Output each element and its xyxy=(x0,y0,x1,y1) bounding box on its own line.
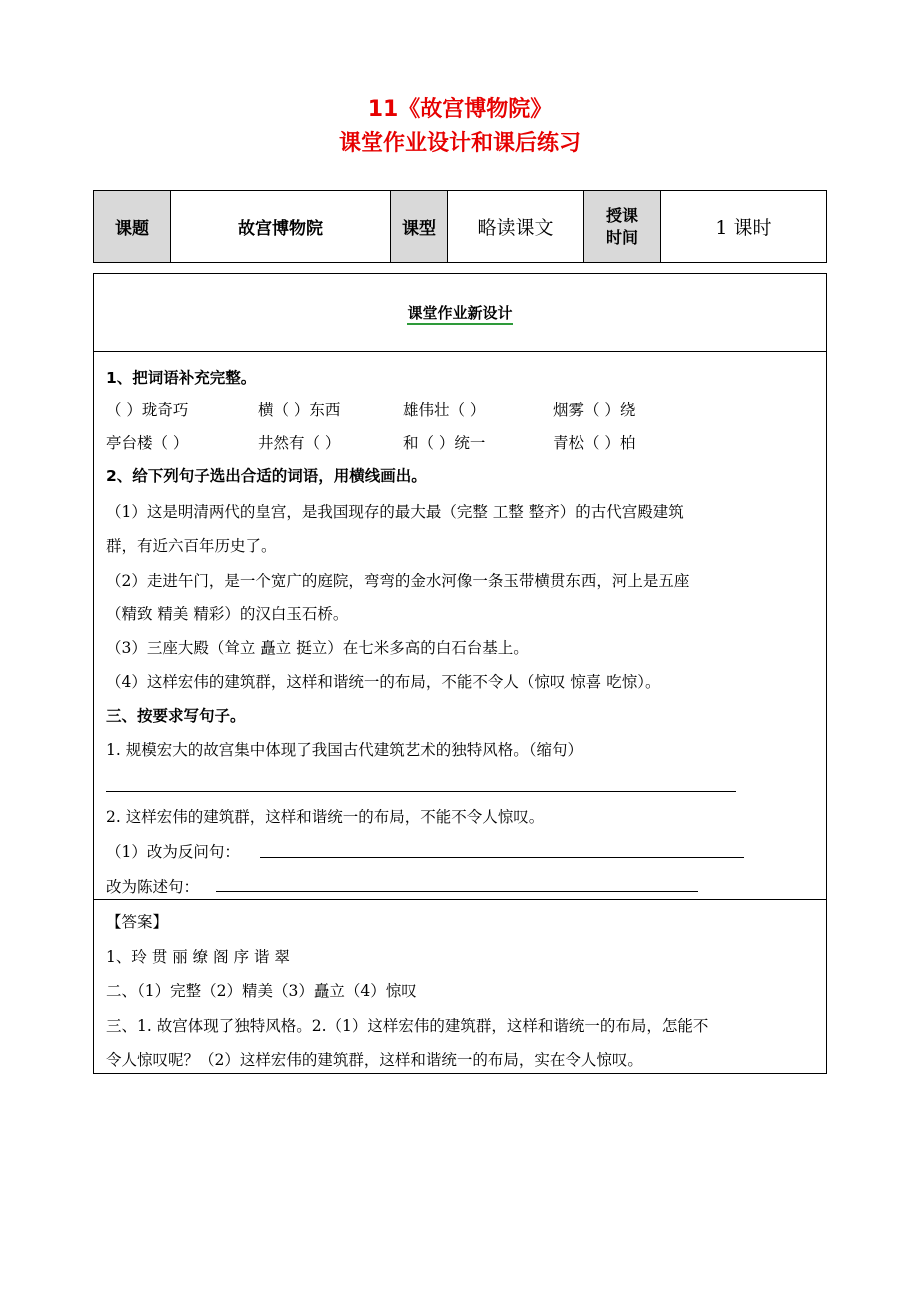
q3-line4: 改为陈述句： xyxy=(106,878,200,896)
q1-heading: 1、把词语补充完整。 xyxy=(106,369,257,387)
q3-heading: 三、按要求写句子。 xyxy=(106,707,246,725)
answer-line2: 二、（1）完整（2）精美（3）矗立（4）惊叹 xyxy=(106,982,417,1000)
blank-item: （ ）珑奇巧 xyxy=(106,401,189,419)
q2-line: （2）走进午门，是一个宽广的庭院，弯弯的金水河像一条玉带横贯东西，河上是五座 xyxy=(106,572,690,590)
lesson-info-table xyxy=(93,190,827,263)
answer-line1: 1、玲 贯 丽 缭 阁 序 谐 翠 xyxy=(106,948,290,966)
answer-line3: 三、1. 故宫体现了独特风格。2.（1）这样宏伟的建筑群，这样和谐统一的布局，怎能不 xyxy=(106,1017,709,1035)
time-value: 1 课时 xyxy=(661,191,826,262)
section-title: 课堂作业新设计 xyxy=(94,302,826,323)
topic-label: 课题 xyxy=(94,191,171,262)
blank-item: 烟雾（ ）绕 xyxy=(553,401,636,419)
time-label-line2: 时间 xyxy=(605,227,638,247)
blank-item: 青松（ ）柏 xyxy=(553,434,636,452)
doc-title-line2: 课堂作业设计和课后练习 xyxy=(338,131,581,156)
q1-row1 xyxy=(106,398,635,420)
answer-line xyxy=(260,857,744,858)
blank-item: 亭台楼（ ） xyxy=(106,434,189,452)
q2-line: 群，有近六百年历史了。 xyxy=(106,537,277,555)
q3-line1: 1. 规模宏大的故宫集中体现了我国古代建筑艺术的独特风格。（缩句） xyxy=(106,741,583,759)
answer-line xyxy=(106,791,736,792)
topic-value: 故宫博物院 xyxy=(171,191,391,262)
type-value: 略读课文 xyxy=(448,191,584,262)
divider xyxy=(94,899,826,900)
time-label-line1: 授课 xyxy=(605,205,638,225)
q1-row2 xyxy=(106,431,635,453)
q2-heading: 2、给下列句子选出合适的词语，用横线画出。 xyxy=(106,467,427,485)
divider xyxy=(94,351,826,352)
exercise-box xyxy=(93,273,827,1074)
answer-line xyxy=(216,891,698,892)
q2-line: （4）这样宏伟的建筑群，这样和谐统一的布局，不能不令人（惊叹 惊喜 吃惊）。 xyxy=(106,673,661,691)
q2-line: （精致 精美 精彩）的汉白玉石桥。 xyxy=(106,605,349,623)
type-label: 课型 xyxy=(391,191,448,262)
answer-heading: 【答案】 xyxy=(106,913,169,931)
q3-line2: 2. 这样宏伟的建筑群，这样和谐统一的布局，不能不令人惊叹。 xyxy=(106,808,545,826)
doc-title-line1: 11《故宫博物院》 xyxy=(367,97,553,122)
q2-line: （3）三座大殿（耸立 矗立 挺立）在七米多高的白石台基上。 xyxy=(106,639,529,657)
blank-item: 和（ ）统一 xyxy=(403,434,486,452)
q3-line3: （1）改为反问句： xyxy=(106,843,240,861)
blank-item: 井然有（ ） xyxy=(258,434,341,452)
blank-item: 横（ ）东西 xyxy=(258,401,341,419)
time-label xyxy=(584,191,661,262)
answer-line4: 令人惊叹呢？（2）这样宏伟的建筑群，这样和谐统一的布局，实在令人惊叹。 xyxy=(106,1051,643,1069)
blank-item: 雄伟壮（ ） xyxy=(403,401,486,419)
q2-line: （1）这是明清两代的皇宫，是我国现存的最大最（完整 工整 整齐）的古代宫殿建筑 xyxy=(106,503,684,521)
